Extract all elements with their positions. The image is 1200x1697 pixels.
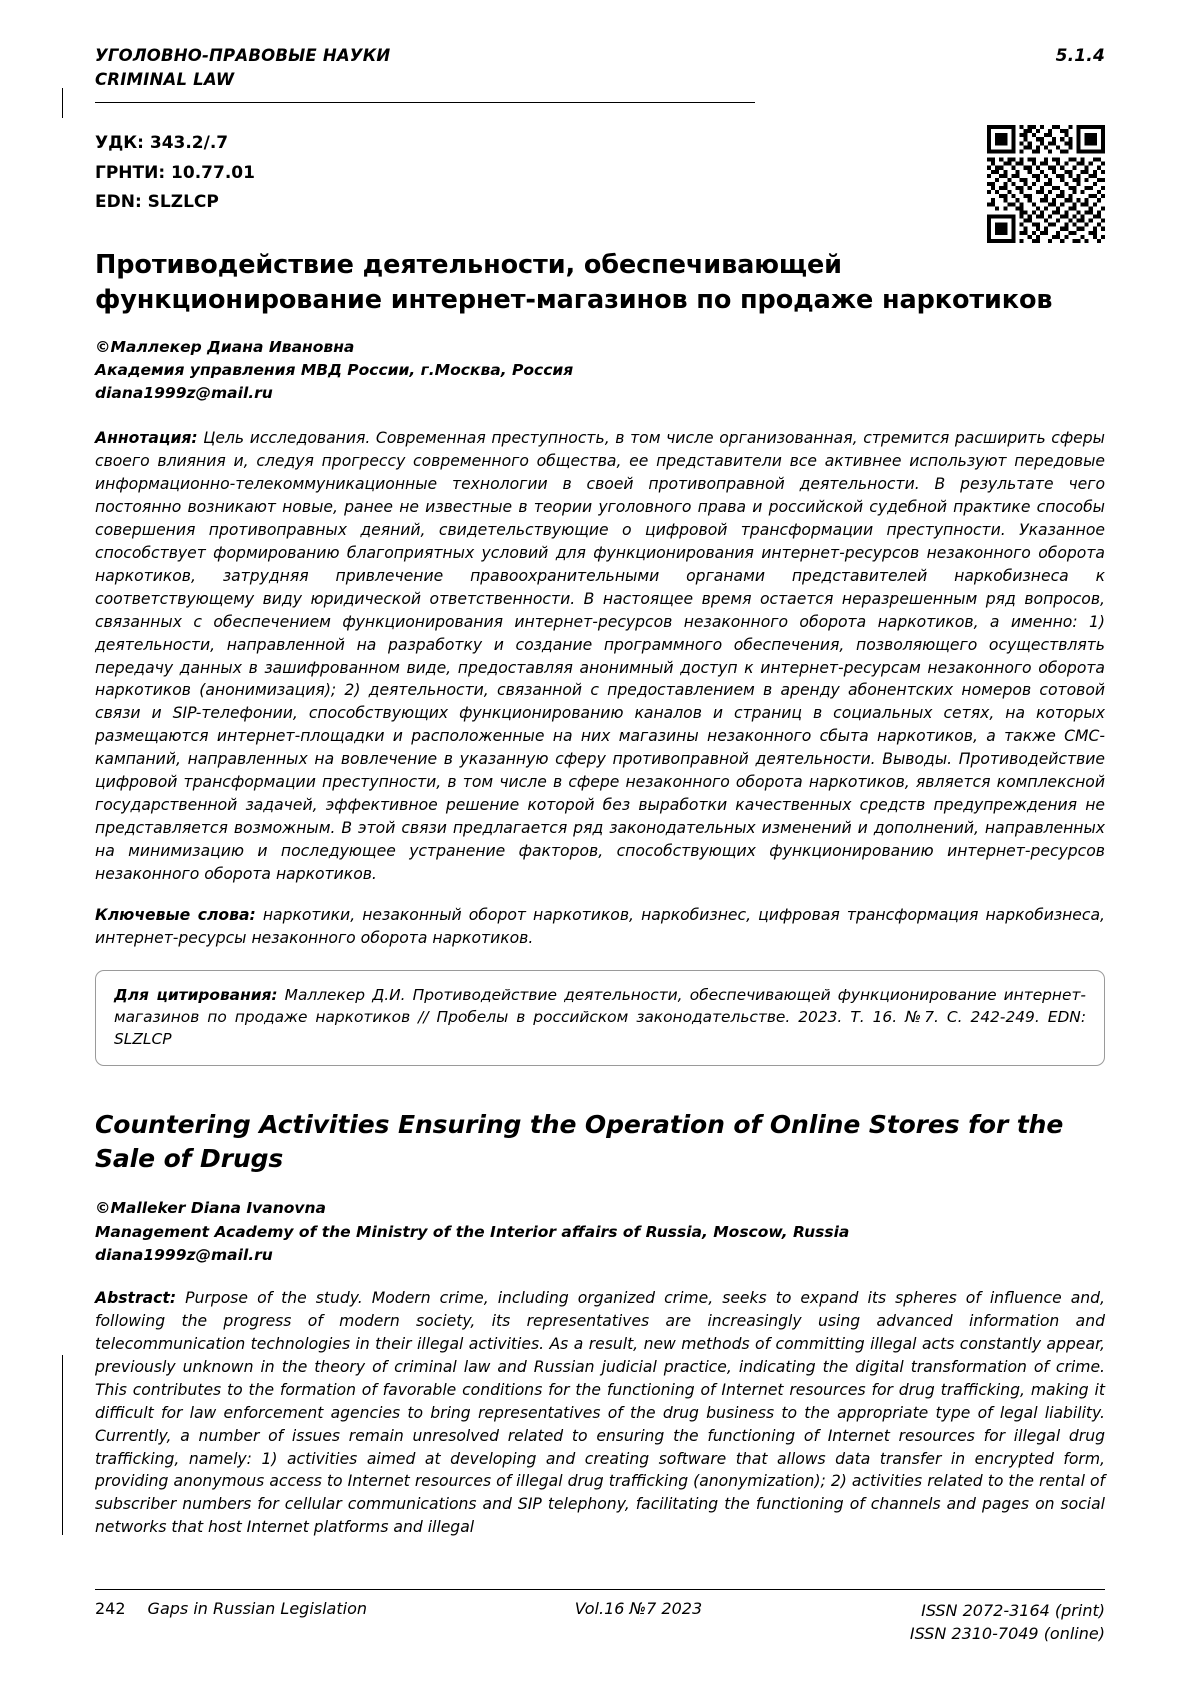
page-title-ru: Противодействие деятельности, обеспечивающей функционирование интернет-магазинов по продаже наркотиков [95,250,1053,316]
citation-text: Маллекер Д.И. Противодействие деятельности, обеспечивающей функционирование интернет-магазинов по продаже наркотиков // Пробелы в российском законодательстве. 2023. Т. 16. №7. С. 242-249. EDN: SLZLCP [114,985,1086,1049]
qr-code-icon [987,125,1105,243]
citation-label: Для цитирования: [114,985,278,1004]
keywords-ru [95,904,1105,950]
page-number: 242 [95,1598,126,1618]
edn-code: EDN: SLZLCP [95,192,219,213]
running-head-en: CRIMINAL LAW [95,69,235,89]
page-footer [95,1589,1105,1645]
author-name-en: ©Malleker Diana Ivanovna [95,1199,326,1218]
author-name-ru: ©Маллекер Диана Ивановна [95,337,355,356]
author-affiliation-en: Management Academy of the Ministry of the Interior affairs of Russia, Moscow, Russia [95,1222,850,1241]
footer-left [95,1599,367,1618]
abstract-label-en: Abstract: [95,1289,177,1308]
left-margin-rule-bottom [62,1355,63,1535]
left-margin-rule-top [62,88,63,118]
issn-block [910,1599,1105,1645]
issn-print: ISSN 2072-3164 (print) [921,1600,1105,1620]
author-block-ru [95,336,1105,406]
footer-divider [95,1589,1105,1590]
keywords-label-ru: Ключевые слова: [95,905,256,924]
abstract-label-ru: Аннотация: [95,429,198,448]
abstract-en [95,1287,1105,1539]
section-number: 5.1.4 [1055,46,1105,66]
journal-name: Gaps in Russian Legislation [147,1598,367,1618]
volume-issue: Vol.16 №7 2023 [574,1598,703,1618]
author-email-ru[interactable]: diana1999z@mail.ru [95,384,273,403]
abstract-text-en: Purpose of the study. Modern crime, including organized crime, seeks to expand its spheres of influence and, following the progress of modern society, its representatives are increasingly using advanced information and telecommunication technologies in their illegal activities. As a result, new methods of committing illegal acts constantly appear, previously unknown in the theory of criminal law and Russian judicial practice, indicating the digital transformation of crime. This contributes to the formation of favorable conditions for the functioning of Internet resources for drug trafficking, making it difficult for law enforcement agencies to bring representatives of the drug business to the appropriate type of legal liability. Currently, a number of issues remain unresolved related to ensuring the functioning of Internet resources for illegal drug trafficking, namely: 1) activities aimed at developing and creating software that allows data transfer in encrypted form, providing anonymous access to Internet resources of illegal drug trafficking (anonymization); 2) activities related to the rental of subscriber numbers for cellular communications and SIP telephony, facilitating the functioning of channels and pages on social networks that host Internet platforms and illegal [95,1289,1105,1537]
author-affiliation-ru: Академия управления МВД России, г.Москва, Россия [95,360,574,379]
keywords-text-ru: наркотики, незаконный оборот наркотиков, наркобизнес, цифровая трансформация наркобизнеса, интернет-ресурсы незаконного оборота наркотиков. [95,905,1105,947]
running-head-ru: УГОЛОВНО-ПРАВОВЫЕ НАУКИ [95,46,391,65]
header-divider [95,102,755,103]
abstract-ru [95,427,1105,885]
footer-row [95,1599,1105,1645]
running-head [95,44,1105,92]
author-email-en[interactable]: diana1999z@mail.ru [95,1245,273,1264]
abstract-text-ru: Цель исследования. Современная преступность, в том числе организованная, стремится расширить сферы своего влияния и, следуя прогрессу современного общества, ее представители все активнее используют передовые информационно-телекоммуникационные технологии в своей противоправной деятельности. В результате чего постоянно возникают новые, ранее не известные в теории уголовного права и российской судебной практике способы совершения противоправных деяний, свидетельствующие о цифровой трансформации преступности. Указанное способствует формированию благоприятных условий для функционирования интернет-ресурсов незаконного оборота наркотиков, затрудняя привлечение правоохранительными органами представителей наркобизнеса к соответствующему виду юридической ответственности. В настоящее время остается неразрешенным ряд вопросов, связанных с обеспечением функционирования интернет-ресурсов незаконного оборота наркотиков, а именно: 1) деятельности, направленной на разработку и создание программного обеспечения, позволяющего осуществлять передачу данных в зашифрованном виде, предоставляя анонимный доступ к интернет-ресурсам незаконного оборота наркотиков (анонимизация); 2) деятельности, связанной с предоставлением в аренду абонентских номеров сотовой связи и SIP-телефонии, способствующих функционированию каналов и страниц в социальных сетях, на которых размещаются интернет-площадки и расположенные на них магазины незаконного сбыта наркотиков, а также СМС-кампаний, направленных на вовлечение в указанную сферу противоправной деятельности. Выводы. Противодействие цифровой трансформации преступности, в том числе в сфере незаконного оборота наркотиков, является комплексной государственной задачей, эффективное решение которой без выработки качественных средств предупреждения не представляется возможным. В этой связи предлагается ряд законодательных изменений и дополнений, направленных на минимизацию и последующее устранение факторов, способствующих функционированию интернет-ресурсов незаконного оборота наркотиков. [95,429,1105,883]
grnti-code: ГРНТИ: 10.77.01 [95,162,255,183]
udk-code: УДК: 343.2/.7 [95,132,229,153]
page-title-en: Countering Activities Ensuring the Operation of Online Stores for the Sale of Drugs [95,1109,1064,1174]
citation-box [95,970,1105,1066]
author-block-en [95,1197,1105,1267]
article-identifiers [95,129,1105,218]
issn-online: ISSN 2310-7049 (online) [909,1623,1105,1643]
running-head-titles [95,44,390,92]
